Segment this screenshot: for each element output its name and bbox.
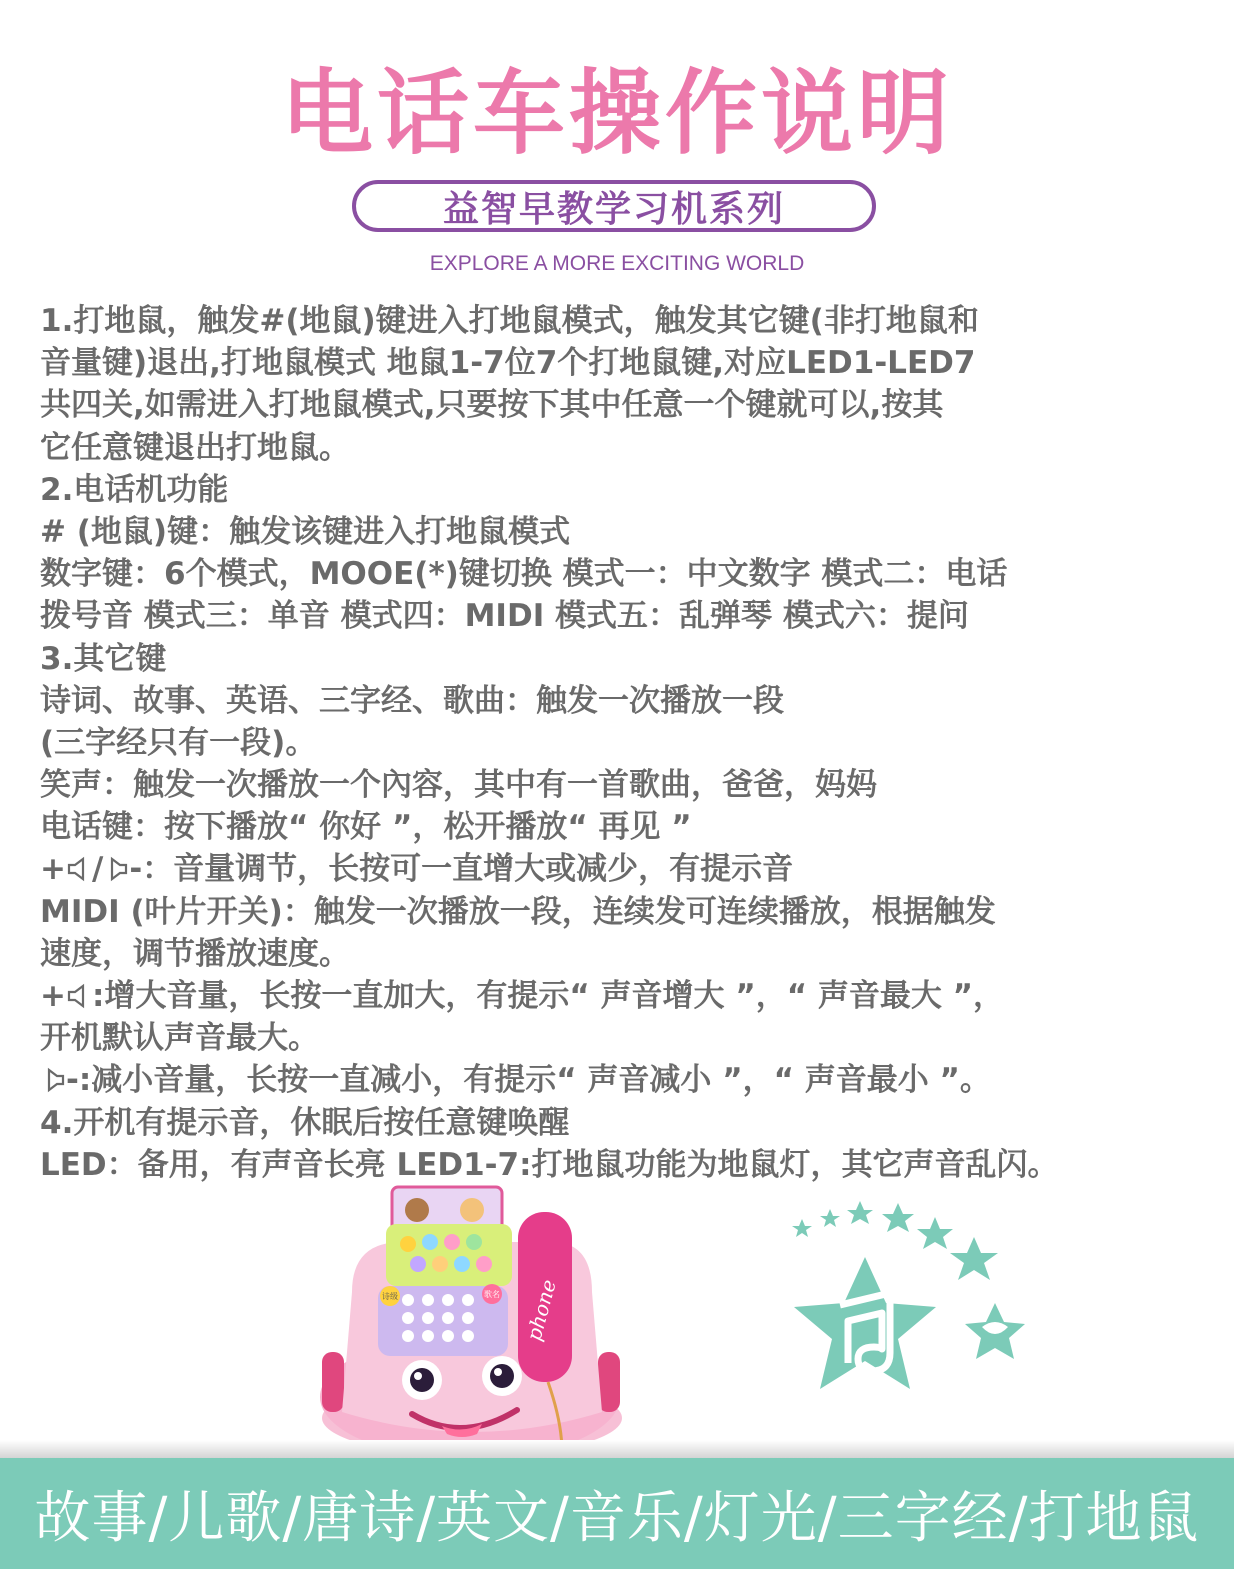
speaker-right-icon <box>66 856 92 882</box>
text-line: 诗词、故事、英语、三字经、歌曲：触发一次播放一段 <box>40 682 784 719</box>
handset-label: phone <box>521 1276 561 1344</box>
text-line: 笑声：触发一次播放一个內容，其中有一首歌曲，爸爸，妈妈 <box>40 767 877 804</box>
text-line: MIDI (叶片开关)：触发一次播放一段，连续发可连续播放，根据触发 <box>40 893 996 930</box>
text-line: (三字经只有一段)。 <box>40 724 317 761</box>
text-line: 数字键：6个模式，MOOE(*)键切换 模式一：中文数字 模式二：电话 <box>40 556 1008 593</box>
text-line: 速度，调节播放速度。 <box>40 935 350 972</box>
text-line: 拨号音 模式三：单音 模式四：MIDI 模式五：乱弹琴 模式六：提问 <box>40 598 969 635</box>
text-line: # (地鼠)键：触发该键进入打地鼠模式 <box>40 513 571 550</box>
speaker-left-icon <box>40 1067 66 1093</box>
phone-left-key-label: 诗级 <box>382 1292 398 1301</box>
subtitle-text: 益智早教学习机系列 <box>442 188 785 230</box>
text-line: 音量键)退出,打地鼠模式 地鼠1-7位7个打地鼠键,对应LED1-LED7 <box>40 345 976 382</box>
volume-up-line <box>40 975 1210 1017</box>
instructions-body <box>40 300 1210 1186</box>
toy-phone-car-image <box>312 1182 632 1462</box>
text-line: 它任意键退出打地鼠。 <box>40 429 350 466</box>
phone-right-key-label: 歌名 <box>484 1290 500 1299</box>
text-line: 3.其它键 <box>40 640 167 677</box>
text-line: 开机默认声音最大。 <box>40 1020 319 1057</box>
toy-phone-car-illustration <box>312 1182 632 1462</box>
text-line: 电话键：按下播放“ 你好 ”，松开播放“ 再见 ” <box>40 809 692 846</box>
speaker-left-icon <box>103 856 129 882</box>
text-line: 共四关,如需进入打地鼠模式,只要按下其中任意一个键就可以,按其 <box>40 387 944 424</box>
star-music-note-icon <box>770 1195 1040 1435</box>
tagline: EXPLORE A MORE EXCITING WORLD <box>429 252 805 275</box>
text-line: 1.打地鼠，触发#(地鼠)键进入打地鼠模式，触发其它键(非打地鼠和 <box>40 303 979 339</box>
footer-features: 故事/儿歌/唐诗/英文/音乐/灯光/三字经/打地鼠 <box>34 1485 1200 1551</box>
plus-sign: + <box>40 851 66 888</box>
volume-adjust-text: -：音量调节，长按可一直增大或减少，有提示音 <box>129 851 794 888</box>
volume-up-text: :增大音量，长按一直加大，有提示“ 声音增大 ”，“ 声音最大 ”， <box>91 978 1005 1014</box>
text-line: LED：备用，有声音长亮 LED1-7:打地鼠功能为地鼠灯，其它声音乱闪。 <box>40 1146 1059 1183</box>
page-title: 电话车操作说明 <box>280 60 953 167</box>
subtitle-pill <box>352 180 876 232</box>
footer-banner <box>0 1458 1234 1569</box>
text-line: 4.开机有提示音，休眠后按任意键唤醒 <box>40 1104 570 1141</box>
speaker-right-icon <box>66 983 92 1009</box>
volume-down-line <box>40 1059 1210 1101</box>
slash: / <box>91 851 104 888</box>
plus-sign: + <box>40 978 66 1014</box>
volume-adjust-line <box>40 848 1210 890</box>
text-line: 2.电话机功能 <box>40 471 229 508</box>
volume-down-text: -:减小音量，长按一直减小，有提示“ 声音减小 ”，“ 声音最小 ”。 <box>66 1062 991 1099</box>
footer-shadow <box>0 1440 1234 1458</box>
music-star-logo <box>770 1195 1040 1435</box>
